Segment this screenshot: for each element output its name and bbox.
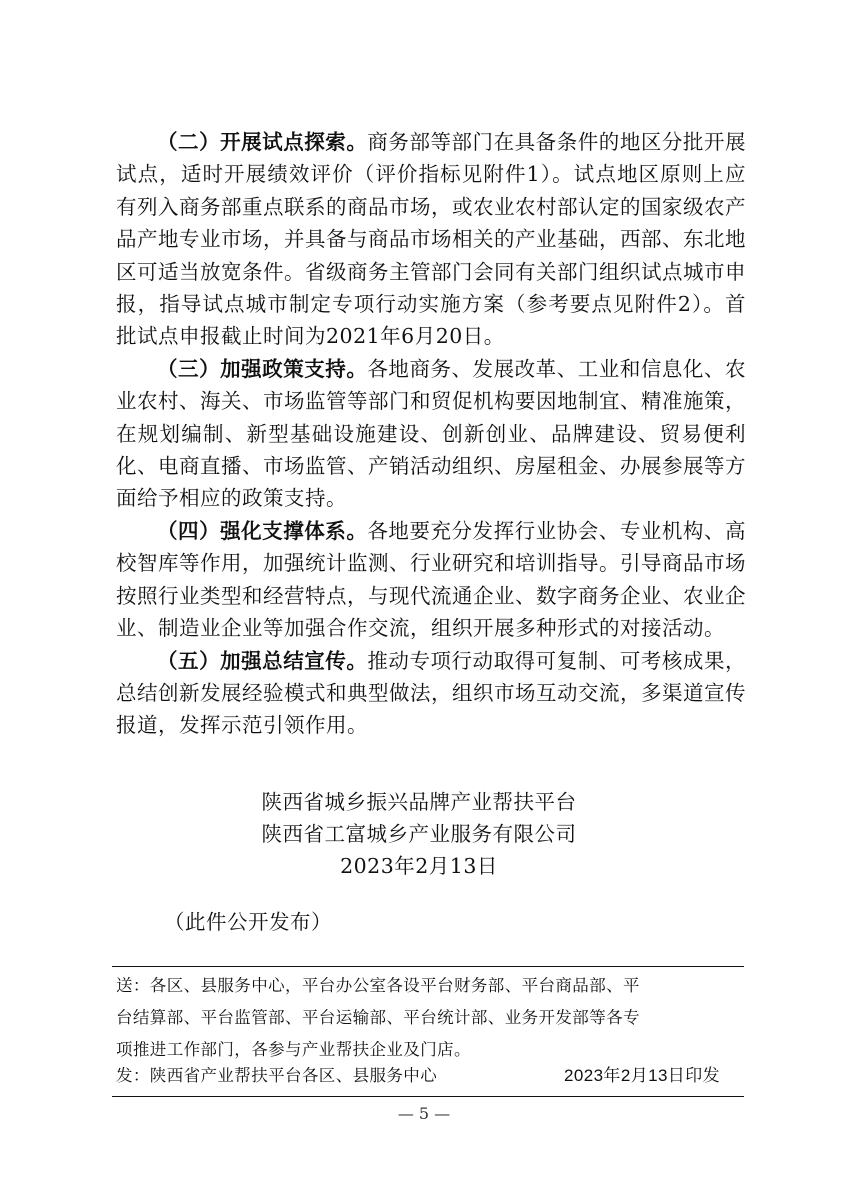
issue-line [116, 1064, 740, 1088]
distribution-line-3: 项推进工作部门，各参与产业帮扶企业及门店。 [116, 1040, 471, 1059]
paragraph-heading: （二）开展试点探索。 [157, 130, 368, 154]
paragraph-body: 各地商务、发展改革、工业和信息化、农业农村、海关、市场监管等部门和贸促机构要因地制宜、精准施策，在规划编制、新型基础设施建设、创新创业、品牌建设、贸易便利化、电商直播、市场监管、产销活动组织、房屋租金、办展参展等方面给予相应的政策支持。 [116, 356, 747, 511]
paragraph-body: 各地要充分发挥行业协会、专业机构、高校智库等作用，加强统计监测、行业研究和培训指导。引导商品市场按照行业类型和经营特点，与现代流通企业、数字商务企业、农业企业、制造业企业等加强合作交流，组织开展多种形式的对接活动。 [116, 518, 747, 641]
paragraph-body: 推动专项行动取得可复制、可考核成果，总结创新发展经验模式和典型做法，组织市场互动交流，多渠道宣传报道，发挥示范引领作用。 [116, 648, 747, 738]
issue-date: 2023年2月13日印发 [564, 1066, 720, 1085]
paragraph-heading: （三）加强政策支持。 [157, 356, 368, 381]
paragraph-heading: （五）加强总结宣传。 [157, 648, 368, 673]
body-text [116, 126, 746, 742]
paragraph-summary [116, 645, 746, 742]
paragraph-pilot [116, 126, 746, 353]
top-rule [112, 966, 744, 967]
signature-date: 2023年2月13日 [340, 854, 498, 878]
distribution-line-2: 台结算部、平台监管部、平台运输部、平台统计部、业务开发部等各专 [116, 1008, 640, 1027]
issuer: 发：陕西省产业帮扶平台各区、县服务中心 [116, 1066, 438, 1085]
paragraph-body: 商务部等部门在具备条件的地区分批开展试点，适时开展绩效评价（评价指标见附件1）。试点地区原则上应有列入商务部重点联系的商品市场，或农业农村部认定的国家级农产品产地专业市场，并具备与商品市场相关的产业基础，西部、东北地区可适当放宽条件。省级商务主管部门会同有关部门组织试点城市申报，指导试点城市制定专项行动实施方案（参考要点见附件2）。首批试点申报截止时间为2021年6月20日。 [116, 130, 747, 349]
page-number: — 5 — [397, 1104, 451, 1123]
distribution-line-1: 送：各区、县服务中心，平台办公室各设平台财务部、平台商品部、平 [116, 976, 640, 995]
signature-org2: 陕西省工富城乡产业服务有限公司 [261, 822, 577, 846]
signature-org1: 陕西省城乡振兴品牌产业帮扶平台 [261, 790, 577, 814]
paragraph-policy [116, 353, 746, 515]
paragraph-support [116, 515, 746, 645]
paragraph-heading: （四）强化支撑体系。 [157, 518, 368, 543]
public-notice: （此件公开发布） [164, 910, 332, 934]
bottom-rule [112, 1096, 744, 1097]
